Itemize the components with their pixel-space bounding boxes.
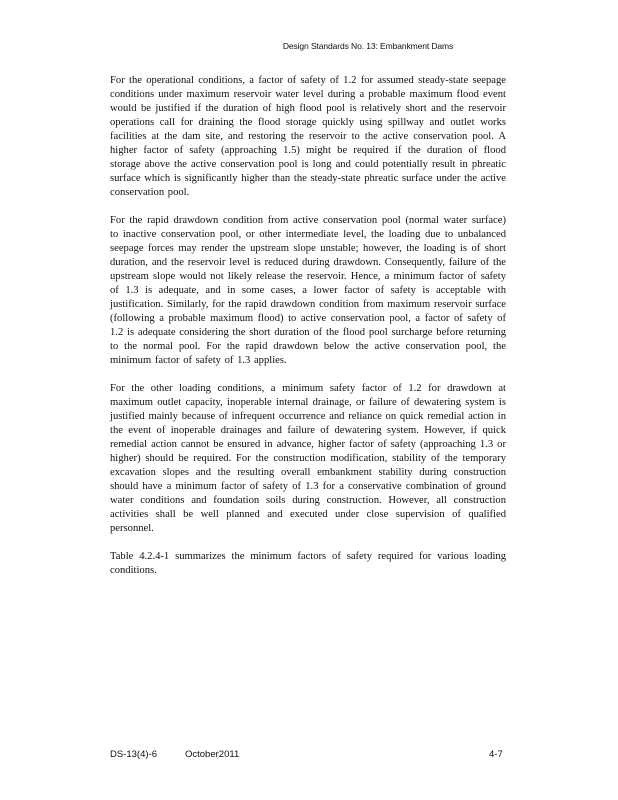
running-title: Design Standards No. 13: Embankment Dams: [282, 41, 454, 51]
footer-page-number: 4-7: [489, 749, 503, 760]
paragraph-table-reference: Table 4.2.4-1 summarizes the minimum factors of safety required for various loading conditions.: [110, 551, 506, 576]
footer-doc-id: DS-13(4)-6: [110, 749, 157, 760]
paragraph-operational-conditions: For the operational conditions, a factor of safety of 1.2 for assumed steady-state seepage conditions under maximum reservoir water level during a probable maximum flood event would be justified if the duration of high flood pool is relatively short and the reservoir operations call for draining the flood storage quickly using spillway and outlet works facilities at the dam site, and restoring the reservoir to the active conservation pool. A higher factor of safety (approaching 1.5) might be required if the duration of flood storage above the active conservation pool is long and could potentially result in phreatic surface which is significantly higher than the steady-state phreatic surface under the active conservation pool.: [110, 75, 506, 198]
paragraph-rapid-drawdown: For the rapid drawdown condition from active conservation pool (normal water surface) to inactive conservation pool, or other intermediate level, the loading due to unbalanced seepage forces may render the upstream slope unstable; however, the loading is of short duration, and the reservoir level is reduced during drawdown. Consequently, failure of the upstream slope would not likely release the reservoir. Hence, a minimum factor of safety of 1.3 is adequate, and in some cases, a lower factor of safety is acceptable with justification. Similarly, for the rapid drawdown condition from maximum reservoir surface (following a probable maximum flood) to active conservation pool, a factor of safety of 1.2 is adequate considering the short duration of the flood pool surcharge before returning to the normal pool. For the rapid drawdown below the active conservation pool, the minimum factor of safety of 1.3 applies.: [110, 215, 506, 366]
running-header: [0, 41, 618, 51]
paragraph-other-loading: For the other loading conditions, a minimum safety factor of 1.2 for drawdown at maximum outlet capacity, inoperable internal drainage, or failure of dewatering system is justified mainly because of infrequent occurrence and reliance on quick remedial action in the event of inoperable drainages and failure of dewatering system. However, if quick remedial action cannot be ensured in advance, higher factor of safety (approaching 1.3 or higher) should be required. For the construction modification, stability of the temporary excavation slopes and the resulting overall embankment stability during construction should have a minimum factor of safety of 1.3 for a conservative combination of ground water conditions and foundation soils during construction. However, all construction activities shall be well planned and executed under close supervision of qualified personnel.: [110, 383, 506, 534]
body-text: [110, 74, 506, 578]
footer-left: [110, 749, 239, 760]
footer-date: October2011: [185, 749, 240, 760]
